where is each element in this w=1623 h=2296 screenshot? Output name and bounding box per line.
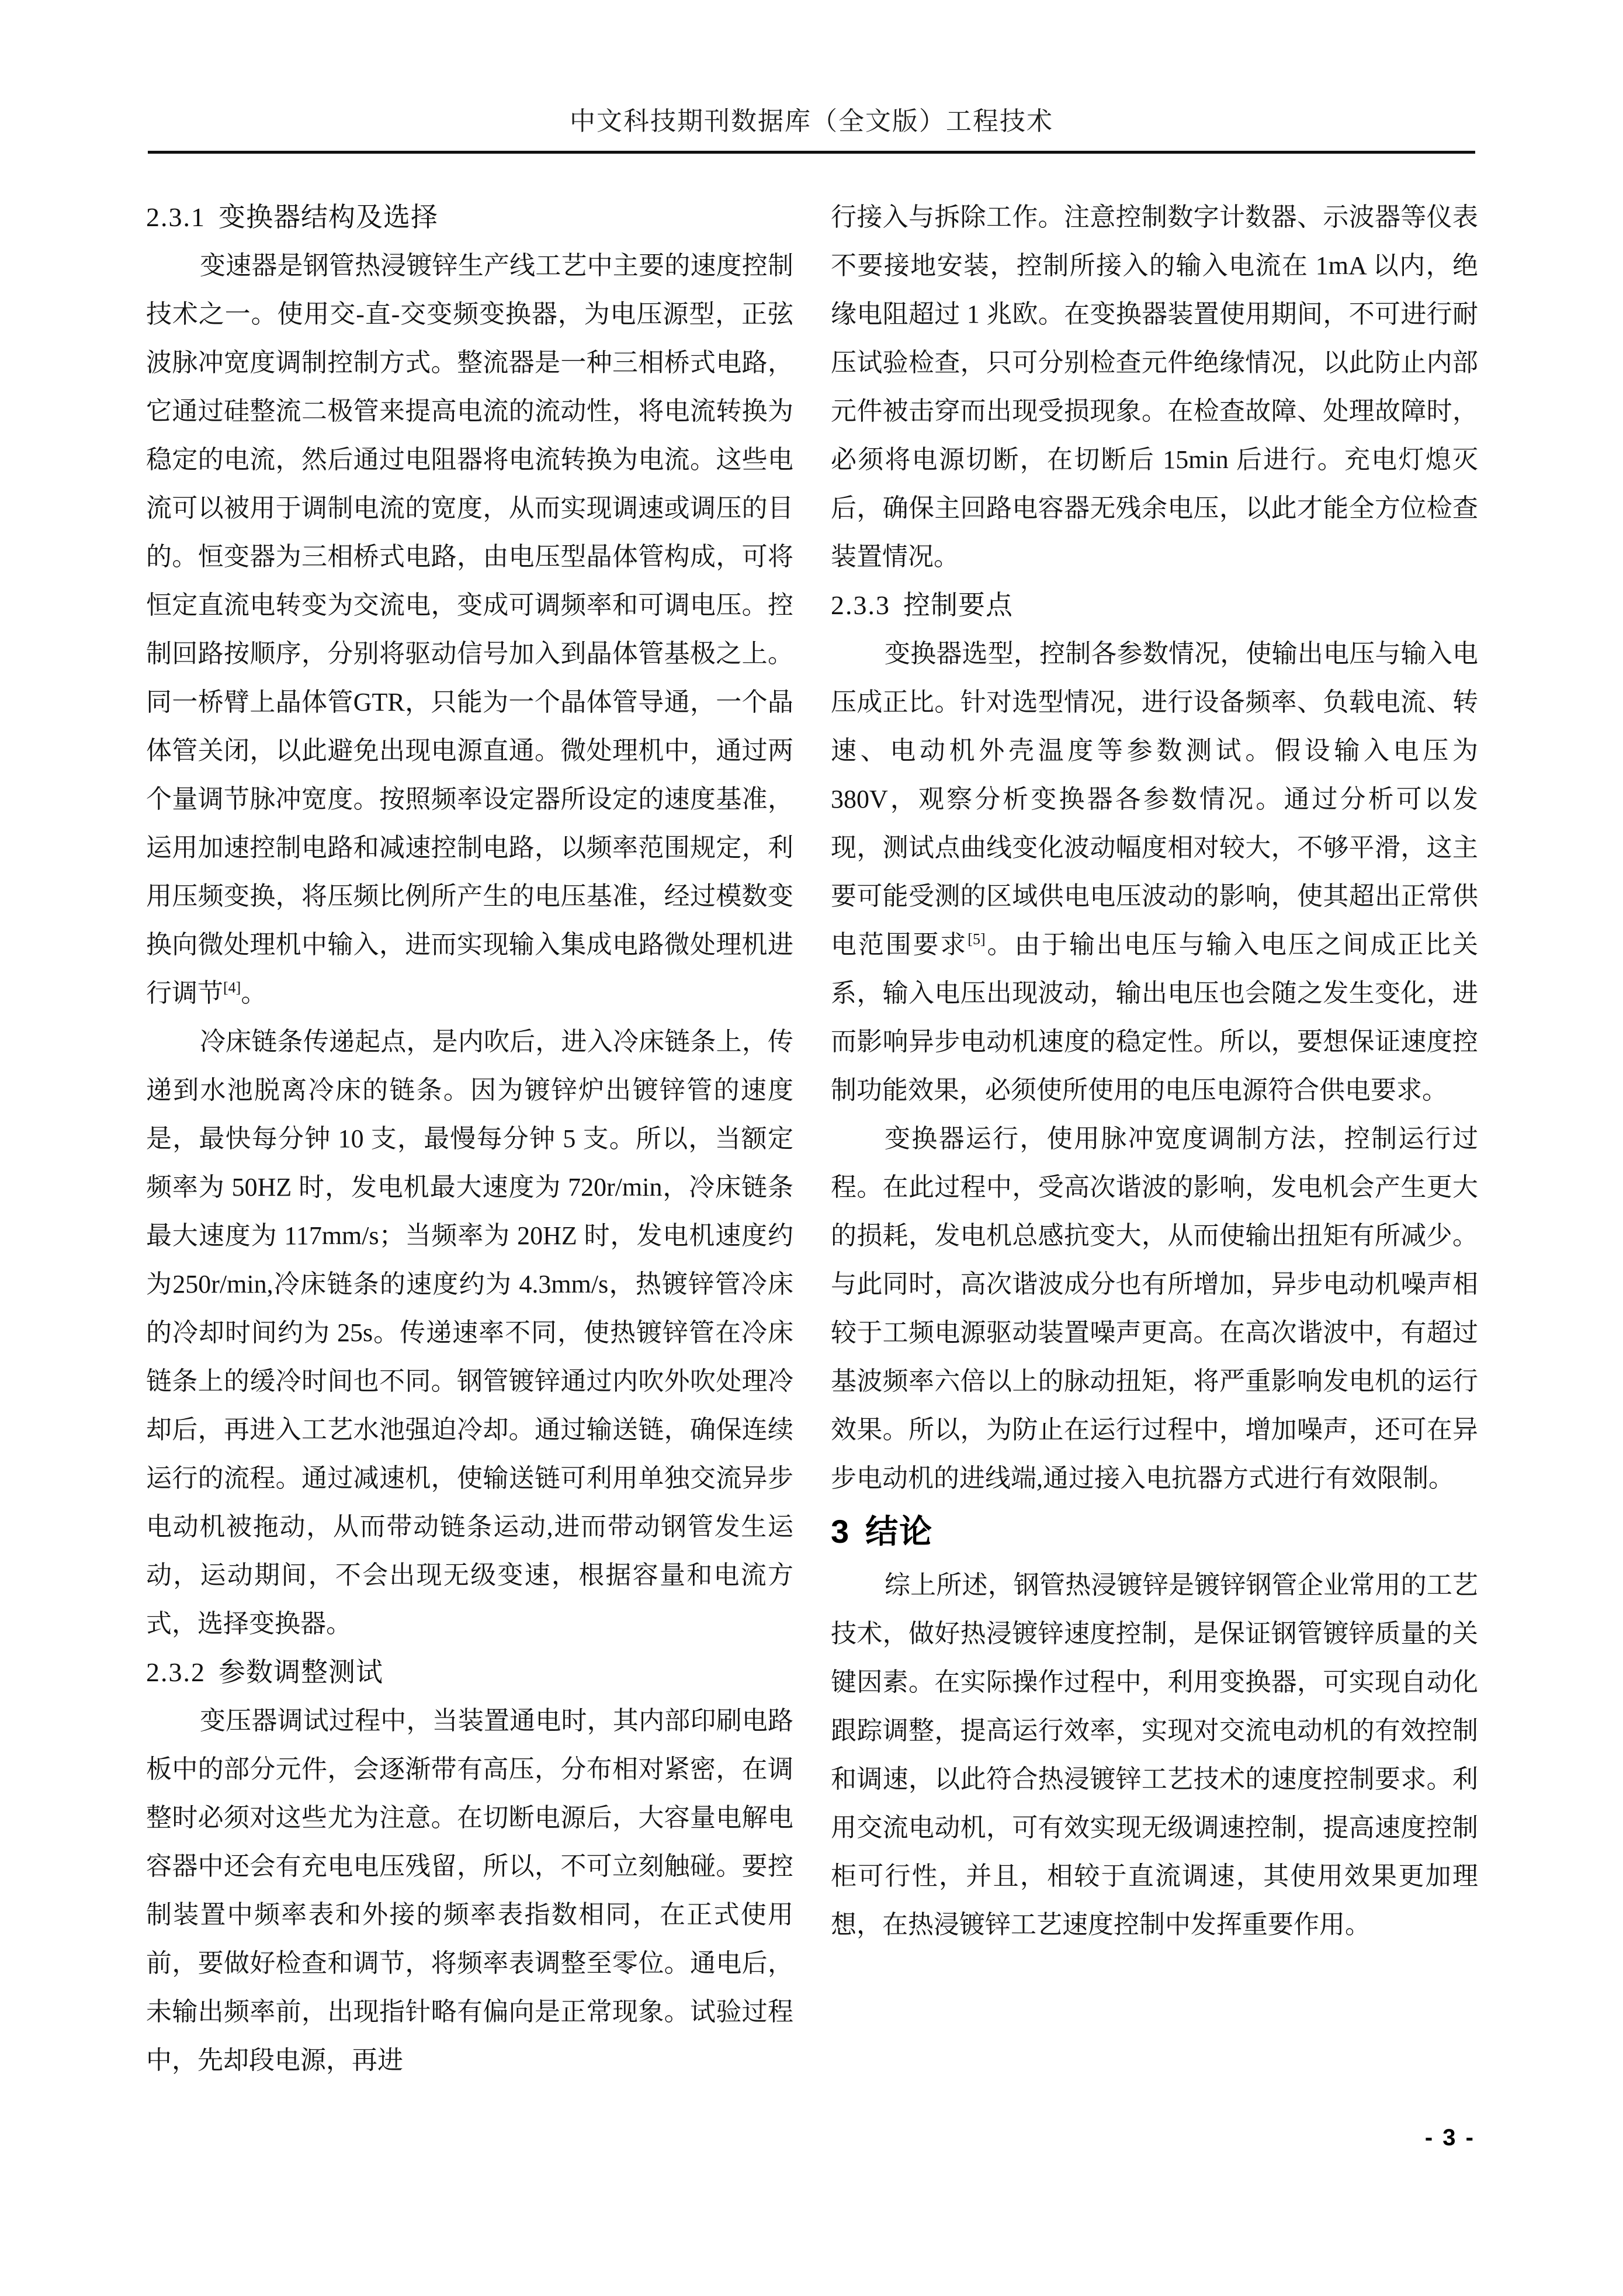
citation-marker: [4] [223,979,241,996]
paragraph-transformer-debug: 变压器调试过程中，当装置通电时，其内部印刷电路板中的部分元件，会逐渐带有高压，分布相对紧密，在调整时必须对这些尤为注意。在切断电源后，大容量电解电容器中还会有充电电压残留，所以，不可立刻触碰。要控制装置中频率表和外接的频率表指数相同，在正式使用前，要做好检查和调节，将频率表调整至零位。通电后，未输出频率前，出现指针略有偏向是正常现象。试验过程中，先却段电源，再进 [146,1706,793,2075]
section-heading-231 [146,193,793,241]
section-heading-conclusion [831,1502,1478,1561]
paragraph-control-points [831,629,1478,1114]
paragraph-converter-structure [146,241,793,1017]
section-number: 2.3.2 [146,1657,206,1687]
two-column-body [146,193,1478,2080]
section-number: 3 [831,1513,851,1550]
column-left [146,193,793,2080]
column-right [831,193,1478,2080]
header-divider [148,151,1475,154]
paragraph-text: 变换器选型，控制各参数情况，使输出电压与输入电压成正比。针对选型情况，进行设备频率、负载电流、转速、电动机外壳温度等参数测试。假设输入电压为 380V，观察分析变换器各参数情况。通过分析可以发现，测试点曲线变化波动幅度相对较大，不够平滑，这主要可能受测的区域供电电压波动的影响，使其超出正常供电范围要求 [831,639,1478,959]
paragraph-pwm-operation: 变换器运行，使用脉冲宽度调制方法，控制运行过程。在此过程中，受高次谐波的影响，发电机会产生更大的损耗，发电机总感抗变大，从而使输出扭矩有所减少。与此同时，高次谐波成分也有所增加，异步电动机噪声相较于工频电源驱动装置噪声更高。在高次谐波中，有超过基波频率六倍以上的脉动扭矩，将严重影响发电机的运行效果。所以，为防止在运行过程中，增加噪声，还可在异步电动机的进线端,通过接入电抗器方式进行有效限制。 [831,1124,1478,1492]
page-footer [148,2125,1475,2151]
section-title: 控制要点 [903,590,1013,620]
section-number: 2.3.1 [146,202,206,232]
paragraph-tail: 。由于输出电压与输入电压之间成正比关系，输入电压出现波动，输出电压也会随之发生变化，进而影响异步电动机速度的稳定性。所以，要想保证速度控制功能效果，必须使所使用的电压电源符合供电要求。 [831,930,1479,1104]
paragraph-text: 变速器是钢管热浸镀锌生产线工艺中主要的速度控制技术之一。使用交-直-交变频变换器，为电压源型，正弦波脉冲宽度调制控制方式。整流器是一种三相桥式电路，它通过硅整流二极管来提高电流的流动性，将电流转换为稳定的电流，然后通过电阻器将电流转换为电流。这些电流可以被用于调制电流的宽度，从而实现调速或调压的目的。恒变器为三相桥式电路，由电压型晶体管构成，可将恒定直流电转变为交流电，变成可调频率和可调电压。控制回路按顺序，分别将驱动信号加入到晶体管基极之上。同一桥臂上晶体管GTR，只能为一个晶体管导通，一个晶体管关闭，以此避免出现电源直通。微处理机中，通过两个量调节脉冲宽度。按照频率设定器所设定的速度基准，运用加速控制电路和减速控制电路，以频率范围规定，利用压频变换，将压频比例所产生的电压基准，经过模数变换向微处理机中输入，进而实现输入集成电路微处理机进行调节 [146,251,793,1007]
section-heading-233 [831,581,1478,629]
page-number: - 3 - [1424,2125,1475,2150]
section-title: 变换器结构及选择 [219,202,438,232]
running-header [148,105,1475,138]
section-number: 2.3.3 [831,590,890,620]
paragraph-conclusion: 综上所述，钢管热浸镀锌是镀锌钢管企业常用的工艺技术，做好热浸镀锌速度控制，是保证钢管镀锌质量的关键因素。在实际操作过程中，利用变换器，可实现自动化跟踪调整，提高运行效率，实现对交流电动机的有效控制和调速，以此符合热浸镀锌工艺技术的速度控制要求。利用交流电动机，可有效实现无级调速控制，提高速度控制柜可行性，并且，相较于直流调速，其使用效果更加理想，在热浸镀锌工艺速度控制中发挥重要作用。 [831,1571,1478,1939]
citation-marker: [5] [967,930,986,948]
section-title: 结论 [865,1513,934,1550]
section-heading-232 [146,1648,793,1696]
paragraph-continued-from-left: 行接入与拆除工作。注意控制数字计数器、示波器等仪表不要接地安装，控制所接入的输入电流在 1mA 以内，绝缘电阻超过 1 兆欧。在变换器装置使用期间，不可进行耐压试验检查，只可分别检查元件绝缘情况，以此防止内部元件被击穿而出现受损现象。在检查故障、处理故障时，必须将电源切断，在切断后 15min 后进行。充电灯熄灭后，确保主回路电容器无残余电压，以此才能全方位检查装置情况。 [831,203,1478,571]
paragraph-tail: 。 [241,979,267,1007]
section-title: 参数调整测试 [219,1657,383,1687]
paragraph-cooling-bed-chain: 冷床链条传递起点，是内吹后，进入冷床链条上，传递到水池脱离冷床的链条。因为镀锌炉出镀锌管的速度是，最快每分钟 10 支，最慢每分钟 5 支。所以，当额定频率为 50HZ 时，发电机最大速度为 720r/min，冷床链条最大速度为 117mm/s；当频率为 20HZ 时，发电机速度约为250r/min,冷床链条的速度约为 4.3mm/s，热镀锌管冷床的冷却时间约为 25s。传递速率不同，使热镀锌管在冷床链条上的缓冷时间也不同。钢管镀锌通过内吹外吹处理冷却后，再进入工艺水池强迫冷却。通过输送链，确保连续运行的流程。通过减速机，使输送链可利用单独交流异步电动机被拖动，从而带动链条运动,进而带动钢管发生运动，运动期间，不会出现无级变速，根据容量和电流方式，选择变换器。 [146,1027,793,1638]
header-title: 中文科技期刊数据库（全文版）工程技术 [570,107,1053,136]
